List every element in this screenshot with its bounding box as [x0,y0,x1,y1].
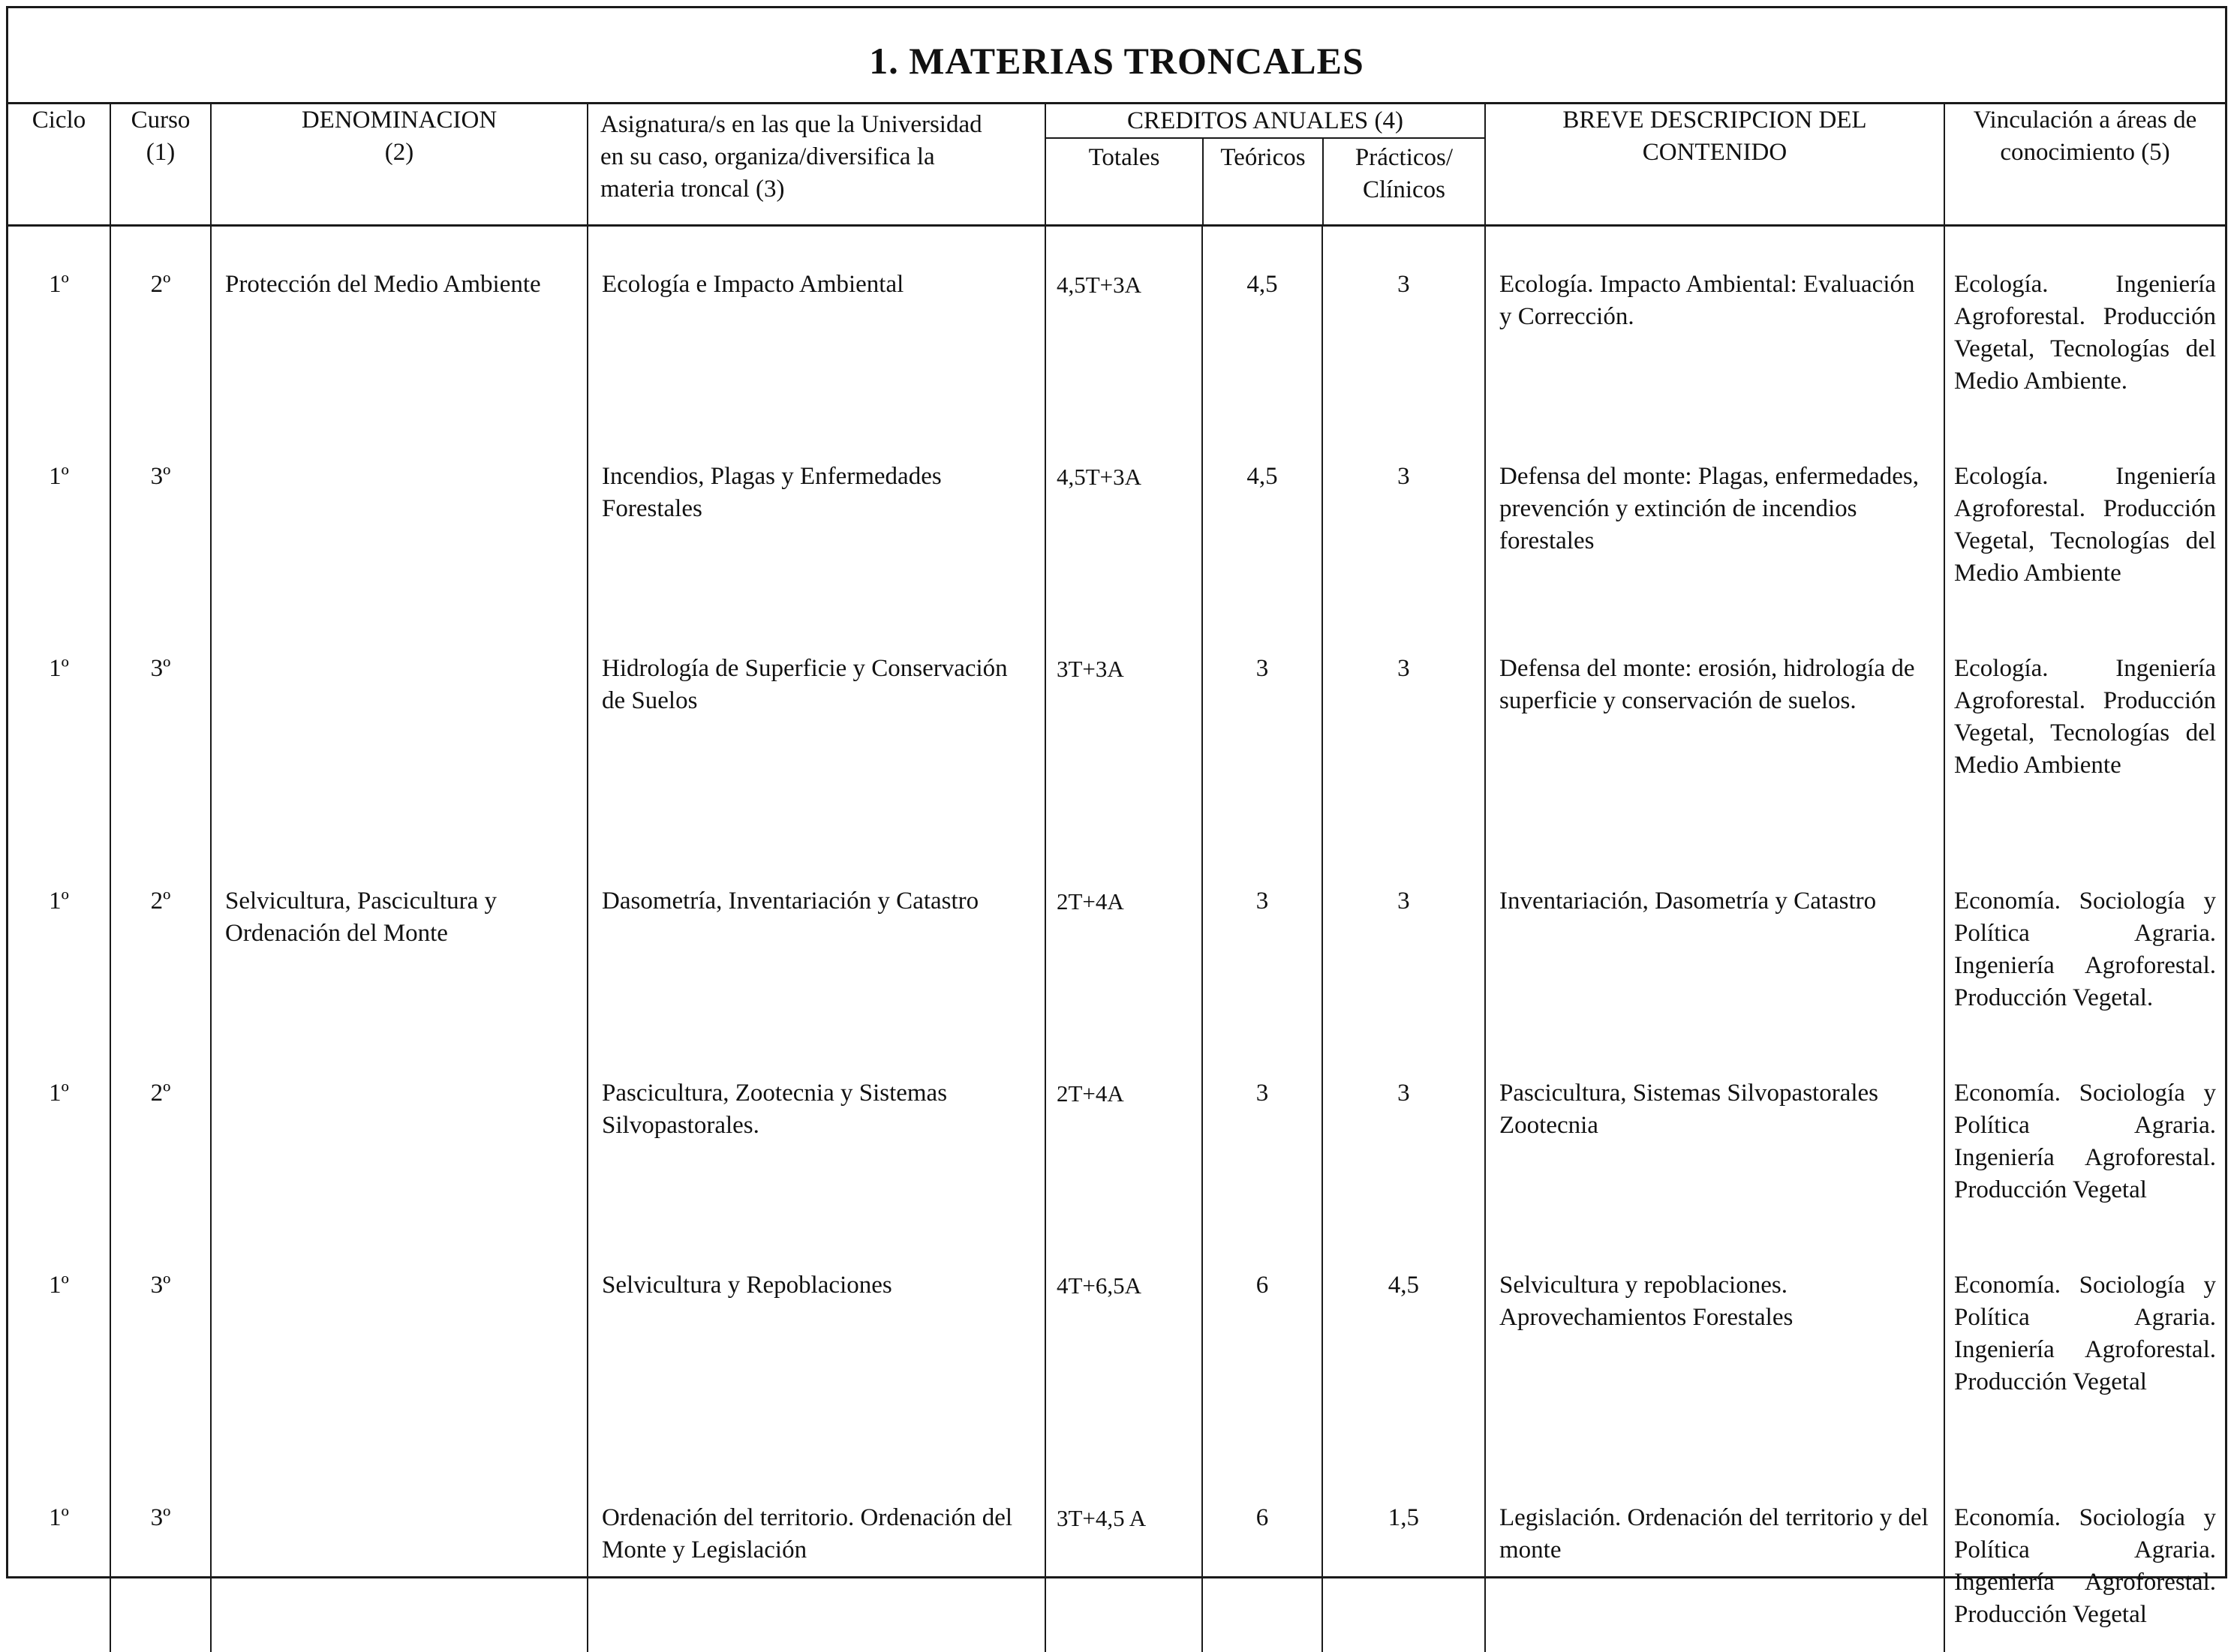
header-vinculacion-line2: conocimiento (5) [2000,139,2170,166]
cell-totales: 4T+6,5A [1046,1227,1203,1460]
header-asignatura-line2: en su caso, organiza/diversifica la [600,143,935,170]
cell-descripcion: Pascicultura, Sistemas Silvopastorales Zootecnia [1485,1035,1944,1227]
cell-vinculacion: Ecología. Ingeniería Agroforestal. Producción Vegetal, Tecnologías del Medio Ambiente [1944,611,2225,843]
cell-ciclo: 1º [8,1035,110,1227]
cell-totales: 3T+3A [1046,611,1203,843]
header-denominacion-note: (2) [384,139,414,166]
cell-denominacion [211,1035,588,1227]
cell-teoricos: 3 [1203,1035,1322,1227]
document-sheet [6,6,2227,1628]
header-teoricos: Teóricos [1204,139,1324,224]
cell-curso: 3º [110,1227,211,1460]
header-practicos [1324,139,1484,224]
cell-vinculacion: Ecología. Ingeniería Agroforestal. Producción Vegetal, Tecnologías del Medio Ambiente [1944,419,2225,611]
cell-vinculacion: Economía. Sociología y Política Agraria. Ingeniería Agroforestal. Producción Vegetal [1944,1227,2225,1460]
cell-asignatura: Ordenación del territorio. Ordenación del Monte y Legislación [588,1460,1045,1652]
cell-creditos [1045,1460,1485,1652]
cell-descripcion: Selvicultura y repoblaciones. Aprovechamientos Forestales [1485,1227,1944,1460]
header-descripcion-line1: BREVE DESCRIPCION DEL [1562,107,1867,134]
cell-creditos [1045,1035,1485,1227]
header-asignatura-line3: materia troncal (3) [600,176,785,203]
cell-curso: 3º [110,419,211,611]
cell-denominacion [211,611,588,843]
header-practicos-line2: Clínicos [1362,176,1445,203]
cell-vinculacion: Economía. Sociología y Política Agraria. Ingeniería Agroforestal. Producción Vegetal [1944,1035,2225,1227]
cell-denominacion [211,1227,588,1460]
cell-teoricos: 6 [1203,1460,1322,1652]
cell-teoricos: 4,5 [1203,227,1322,419]
cell-descripcion: Inventariación, Dasometría y Catastro [1485,843,1944,1035]
header-descripcion [1485,104,1944,226]
header-asignatura [588,104,1045,226]
table-row [8,1227,2225,1460]
cell-practicos: 4,5 [1388,1272,1419,1299]
table-row [8,419,2225,611]
table-row [8,1035,2225,1227]
cell-denominacion: Selvicultura, Pascicultura y Ordenación del Monte [211,843,588,1035]
header-descripcion-line2: CONTENIDO [1642,139,1788,166]
cell-descripcion: Defensa del monte: Plagas, enfermedades, prevención y extinción de incendios forestales [1485,419,1944,611]
cell-practicos: 3 [1397,655,1410,682]
cell-vinculacion: Economía. Sociología y Política Agraria. Ingeniería Agroforestal. Producción Vegetal. [1944,843,2225,1035]
cell-descripcion: Ecología. Impacto Ambiental: Evaluación y Corrección. [1485,226,1944,419]
cell-curso: 3º [110,1460,211,1652]
cell-practicos: 3 [1397,271,1410,298]
cell-descripcion: Defensa del monte: erosión, hidrología de superficie y conservación de suelos. [1485,611,1944,843]
table-header-row [8,104,2225,226]
page-title: 1. MATERIAS TRONCALES [8,8,2225,104]
cell-asignatura: Hidrología de Superficie y Conservación de Suelos [588,611,1045,843]
cell-curso: 2º [110,226,211,419]
cell-practicos: 3 [1397,1080,1410,1107]
cell-totales: 2T+4A [1046,843,1203,1035]
cell-ciclo: 1º [8,1460,110,1652]
header-totales: Totales [1046,139,1204,224]
cell-teoricos: 3 [1203,611,1322,843]
cell-asignatura: Ecología e Impacto Ambiental [588,226,1045,419]
header-denominacion-label: DENOMINACION [301,107,498,134]
cell-creditos [1045,611,1485,843]
table-row [8,611,2225,843]
cell-descripcion: Legislación. Ordenación del territorio y del monte [1485,1460,1944,1652]
cell-ciclo: 1º [8,611,110,843]
cell-ciclo: 1º [8,1227,110,1460]
cell-creditos [1045,843,1485,1035]
table-row [8,843,2225,1035]
cell-ciclo: 1º [8,226,110,419]
cell-practicos: 1,5 [1388,1504,1419,1531]
cell-denominacion [211,1460,588,1652]
cell-asignatura: Dasometría, Inventariación y Catastro [588,843,1045,1035]
cell-ciclo: 1º [8,843,110,1035]
cell-creditos [1045,419,1485,611]
header-denominacion [211,104,588,226]
cell-vinculacion: Ecología. Ingeniería Agroforestal. Producción Vegetal, Tecnologías del Medio Ambiente. [1944,226,2225,419]
table-row [8,226,2225,419]
cell-teoricos: 3 [1203,843,1322,1035]
header-ciclo-label: Ciclo [32,107,86,134]
header-vinculacion-line1: Vinculación a áreas de [1973,107,2197,134]
cell-teoricos: 4,5 [1203,419,1322,611]
cell-curso: 2º [110,843,211,1035]
cell-denominacion: Protección del Medio Ambiente [211,226,588,419]
cell-curso: 3º [110,611,211,843]
cell-ciclo: 1º [8,419,110,611]
materias-table [8,104,2225,1652]
cell-teoricos: 6 [1203,1227,1322,1460]
cell-denominacion [211,419,588,611]
cell-totales: 4,5T+3A [1046,227,1203,419]
cell-practicos: 3 [1397,888,1410,915]
header-curso-label: Curso [131,107,191,134]
cell-totales: 4,5T+3A [1046,419,1203,611]
header-asignatura-line1: Asignatura/s en las que la Universidad [600,111,982,138]
cell-totales: 3T+4,5 A [1046,1460,1203,1652]
header-creditos [1045,104,1485,226]
header-ciclo [8,104,110,226]
cell-asignatura: Incendios, Plagas y Enfermedades Forestales [588,419,1045,611]
cell-practicos: 3 [1397,463,1410,490]
header-practicos-line1: Prácticos/ [1355,144,1454,171]
cell-asignatura: Pascicultura, Zootecnia y Sistemas Silvopastorales. [588,1035,1045,1227]
cell-curso: 2º [110,1035,211,1227]
cell-creditos [1045,1227,1485,1460]
cell-asignatura: Selvicultura y Repoblaciones [588,1227,1045,1460]
table-row [8,1460,2225,1652]
header-curso-note: (1) [146,139,176,166]
header-creditos-label: CREDITOS ANUALES (4) [1046,104,1484,139]
header-curso [110,104,211,226]
cell-totales: 2T+4A [1046,1035,1203,1227]
cell-creditos [1045,226,1485,419]
cell-vinculacion: Economía. Sociología y Política Agraria. Ingeniería Agroforestal. Producción Vegetal [1944,1460,2225,1652]
header-vinculacion [1944,104,2225,226]
